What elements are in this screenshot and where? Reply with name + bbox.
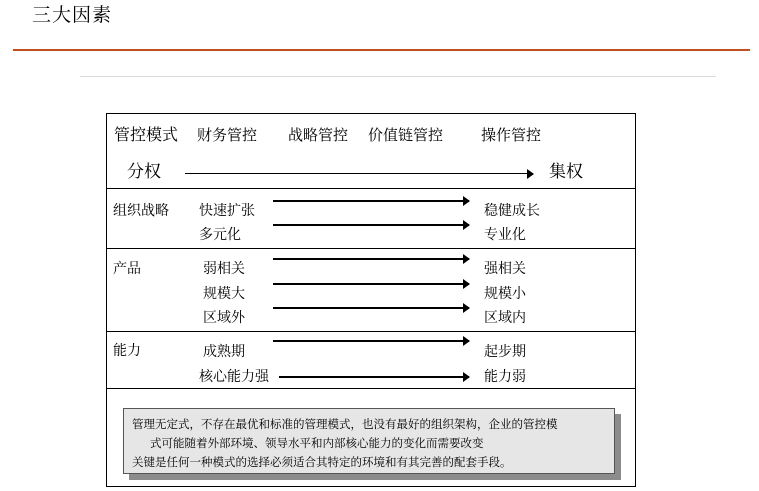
decentralize-label: 分权 bbox=[127, 162, 161, 182]
row-to: 规模小 bbox=[484, 286, 526, 302]
row-from: 区域外 bbox=[203, 310, 245, 326]
title-divider bbox=[13, 49, 750, 51]
page-title: 三大因素 bbox=[32, 4, 113, 26]
divider-section-1 bbox=[107, 248, 635, 249]
row-to: 强相关 bbox=[484, 261, 526, 277]
mode-label: 管控模式 bbox=[114, 125, 179, 144]
divider-section-2 bbox=[107, 331, 635, 332]
divider-section-3 bbox=[107, 388, 635, 389]
row-from: 弱相关 bbox=[203, 261, 245, 277]
note-line: 管理无定式，不存在最优和标准的管理模式，也没有最好的组织架构，企业的管控模 bbox=[132, 417, 558, 431]
row-arrow bbox=[273, 307, 469, 309]
row-to: 区域内 bbox=[484, 310, 526, 326]
mode-financial: 财务管控 bbox=[197, 126, 258, 144]
row-from: 快速扩张 bbox=[199, 203, 255, 219]
row-arrow bbox=[273, 283, 469, 285]
centralize-label: 集权 bbox=[549, 162, 583, 182]
section-label-capability: 能力 bbox=[113, 343, 141, 359]
row-from: 核心能力强 bbox=[199, 369, 269, 385]
row-arrow bbox=[273, 340, 469, 342]
row-from: 规模大 bbox=[203, 286, 245, 302]
note-line: 关键是任何一种模式的选择必须适合其特定的环境和有其完善的配套手段。 bbox=[132, 455, 512, 469]
divider-header bbox=[107, 188, 635, 189]
row-from: 成熟期 bbox=[203, 344, 245, 360]
subtitle-divider bbox=[80, 76, 716, 77]
row-to: 稳健成长 bbox=[484, 203, 540, 219]
centralization-arrow bbox=[185, 173, 533, 174]
note-line: 式可能随着外部环境、领导水平和内部核心能力的变化而需要改变 bbox=[150, 436, 484, 450]
row-arrow bbox=[273, 224, 469, 226]
row-arrow bbox=[273, 200, 469, 202]
section-label-org-strategy: 组织战略 bbox=[113, 203, 169, 219]
mode-strategic: 战略管控 bbox=[288, 126, 349, 144]
row-from: 多元化 bbox=[199, 227, 241, 243]
row-arrow bbox=[273, 258, 469, 260]
note-box bbox=[123, 408, 615, 474]
mode-value-chain: 价值链管控 bbox=[368, 126, 444, 144]
control-mode-diagram bbox=[106, 113, 636, 487]
row-arrow bbox=[279, 376, 469, 378]
row-to: 专业化 bbox=[484, 227, 526, 243]
row-to: 能力弱 bbox=[484, 369, 526, 385]
row-to: 起步期 bbox=[484, 344, 526, 360]
section-label-product: 产品 bbox=[113, 261, 141, 277]
mode-operational: 操作管控 bbox=[481, 126, 542, 144]
